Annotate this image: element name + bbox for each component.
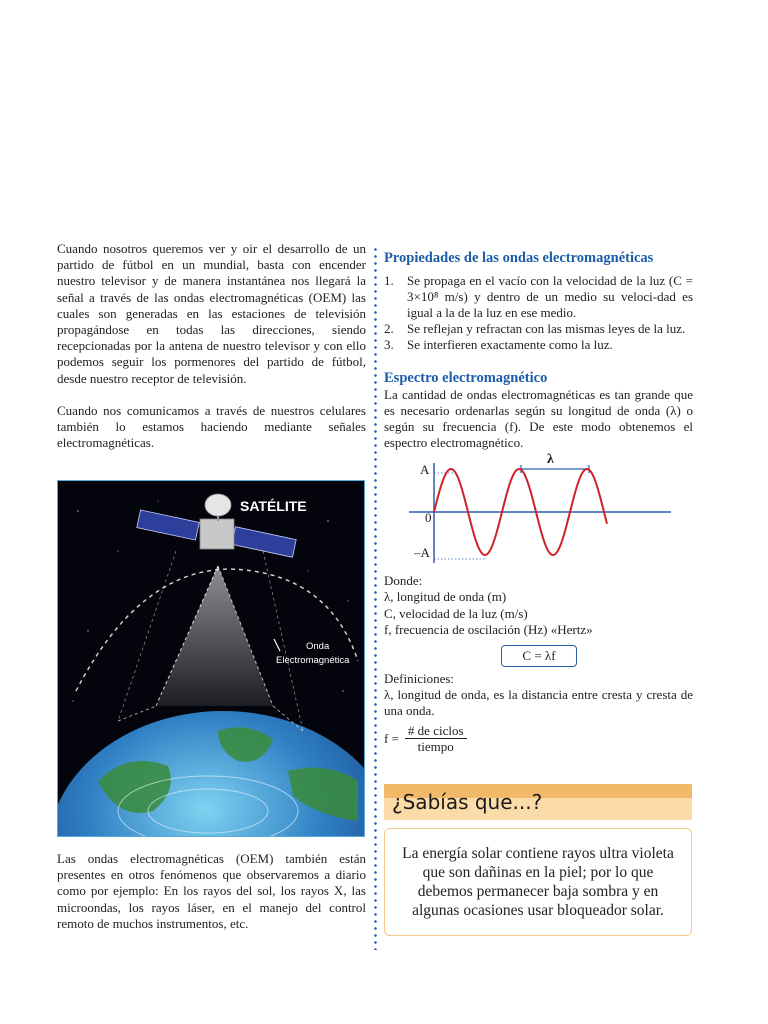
sabias-que-text: La energía solar contiene rayos ultra violeta que son dañinas en la piel; por lo que debemos permanecer baja sombra y en algunas ocasiones usar bloqueador solar. [402,845,674,919]
properties-title: Propiedades de las ondas electromagnéticas [384,250,654,266]
phones-paragraph: Cuando nos comunicamos a través de nuestros celulares también lo estamos haciendo mediante señales electromagnéticas. [57,402,366,451]
spectrum-title: Espectro electromagnético [384,370,548,386]
intro-paragraph: Cuando nosotros queremos ver y oir el desarrollo de un partido de fútbol en un mundial, basta con encender nuestro televisor y de manera instantánea nos llegará la señal a través de las ondas electromagnéticas (OEM) las cuales son generadas en las estaciones de televisión propagándose en todas las direcciones, siendo recepcionadas por la antena de nuestro televisor y con ello podemos seguir los pormenores del partido de fútbol, desde nuestro receptor de televisión. [57,241,366,386]
satellite-earth-image [58,481,364,836]
formula-box: C = λf [501,645,577,667]
definitions [384,671,693,720]
satellite-earth-illustration [57,480,365,837]
frequency-label: f = [384,730,399,746]
sabias-que-box [384,828,692,936]
properties-list [384,273,693,353]
right-column [384,250,693,754]
list-item: 2. Se reflejan y refractan con las mismas leyes de la luz. [384,321,686,336]
frequency-numerator: # de ciclos [405,724,467,739]
list-item: 1. Se propaga en el vacío con la velocidad de la luz (C = 3×10⁸ m/s) y dentro de un medio su veloci-dad es igual a la de la luz en ese medio. [384,273,693,320]
lambda-definition: λ, longitud de onda, es la distancia entre cresta y cresta de una onda. [384,687,693,719]
origin-label: 0 [425,510,432,525]
satellite-label: SATÉLITE [240,498,307,514]
sabias-que-title: ¿Sabías que...? [392,790,543,814]
lambda-symbol: λ [547,453,554,467]
wave-diagram [384,453,693,573]
list-item: 3. Se interfieren exactamente como la luz. [384,337,613,352]
wave-label-line1: Onda [306,641,330,652]
oem-examples-paragraph: Las ondas electromagnéticas (OEM) también están presentes en otros fenómenos que observaremos a diario como por ejemplo: En los rayos del sol, los rayos X, las microondas, los rayos láser, en el manejo del control remoto de muchos instrumentos, etc. [57,851,366,931]
frequency-denominator: tiempo [417,739,454,755]
column-divider [374,246,377,950]
negative-amplitude-label: –A [414,545,430,560]
donde-list: Donde: λ, longitud de onda (m) C, velocidad de la luz (m/s) f, frecuencia de oscilación (Hz) «Hertz» [384,573,593,638]
left-column [57,241,366,451]
wave-label-line2: Electromagnética [276,655,350,666]
amplitude-label: A [420,462,430,477]
spectrum-text: La cantidad de ondas electromagnéticas es tan grande que es necesario ordenarlas según su longitud de onda (λ) o según su frecuencia (f). De este modo obtenemos el espectro electromagnético. [384,387,693,450]
frequency-formula [384,724,693,754]
sabias-que-header [384,784,692,820]
definitions-title: Definiciones: [384,670,455,686]
